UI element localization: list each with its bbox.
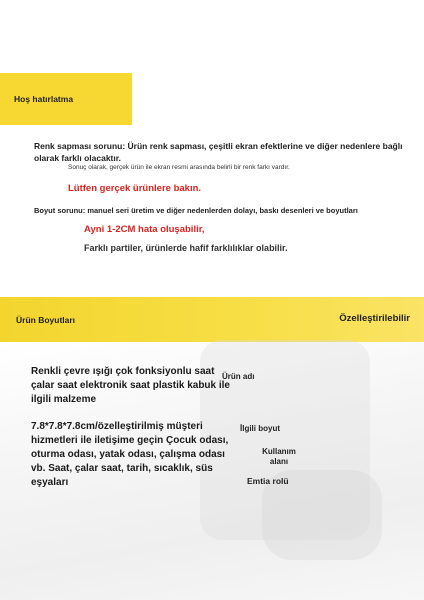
commodity-role-label: Emtia rolü <box>247 476 289 486</box>
product-name-label: Ürün adı <box>222 372 255 381</box>
dimensions-title: Ürün Boyutları <box>16 315 76 325</box>
product-size-label: İlgili boyut <box>240 424 280 433</box>
customizable-label: Özelleştirilebilir <box>339 313 410 324</box>
color-issue-note: Sonuç olarak, gerçek ürün ile ekran resmi arasında belirli bir renk farkı vardır. <box>68 164 290 171</box>
reminder-title: Hoş hatırlatma <box>14 94 74 104</box>
size-issue-warning: Ayni 1-2CM hata oluşabilir, <box>84 224 205 235</box>
product-name-value: Renkli çevre ışığı çok fonksiyonlu saat çalar saat elektronik saat plastik kabuk ile ilgili malzeme <box>31 366 230 405</box>
usage-area-label: Kullanım alanı <box>262 447 296 466</box>
color-issue-warning: Lütfen gerçek ürünlere bakın. <box>68 183 202 194</box>
size-issue-note: Farklı partiler, ürünlerde hafif farklılıklar olabilir. <box>84 243 288 253</box>
product-size-value: 7.8*7.8*7.8cm/özelleştirilmiş müşteri hizmetleri ile iletişime geçin Çocuk odası, oturma odası, yatak odası, çalışma odası vb. Saat, çalar saat, tarih, sıcaklık, süs eşyaları <box>31 421 229 488</box>
size-issue-text: Boyut sorunu: manuel seri üretim ve diğer nedenlerden dolayı, baskı desenleri ve boyutları <box>34 206 358 215</box>
color-issue-text: Renk sapması sorunu: Ürün renk sapması, çeşitli ekran efektlerine ve diğer nedenlere bağlı olarak farklı olacaktır. <box>34 141 403 163</box>
